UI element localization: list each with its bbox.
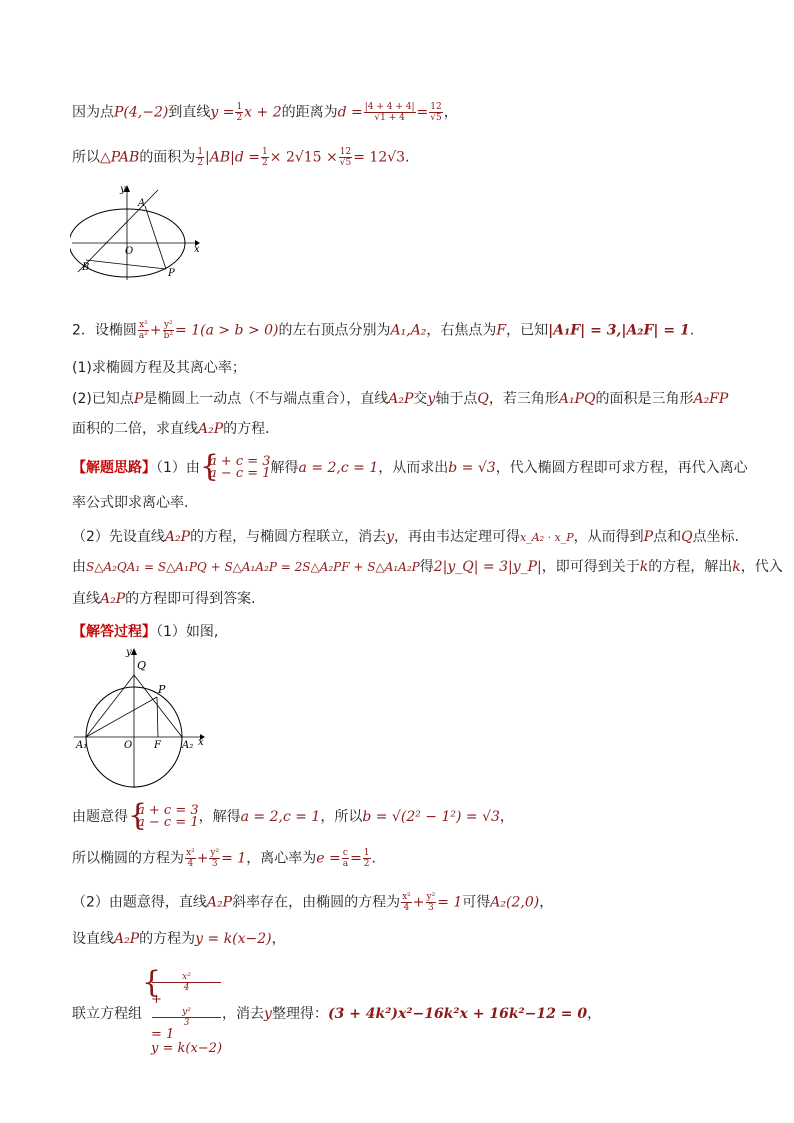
math: = [416, 104, 429, 121]
text: 的距离为 [281, 104, 338, 121]
text: . [405, 149, 410, 166]
label-p: P [168, 268, 175, 279]
fraction: $\frac{1}{2}$ [262, 147, 268, 168]
equation-system: { a + c = 3 a − c = 1 [128, 805, 199, 829]
idea-line-4: 由S△A₂QA₁ = S△A₁PQ + S△A₁A₂P = 2S△A₂PF + S△A₁A₂P得2|y_Q| = 3|y_P|，即可得到关于k的方程，解出k，代入 [72, 559, 783, 575]
sub-question-2: (2)已知点P是椭圆上一动点（不与端点重合），直线A₂P交y轴于点Q，若三角形A₁PQ的面积是三角形A₂FP [72, 391, 729, 407]
sub-question-1: (1)求椭圆方程及其离心率； [72, 360, 246, 376]
idea-tag: 【解题思路】 [72, 460, 156, 476]
label-p: P [158, 683, 166, 696]
label-f: F [154, 740, 161, 751]
idea-line-5: 直线A₂P的方程即可得到答案. [72, 591, 256, 607]
label-q: Q [137, 659, 147, 672]
equation-system: { x² 4 + y² 3 = 1 y = k(x−2) [142, 972, 222, 1056]
label-x: x [198, 737, 204, 748]
label-y: y [120, 184, 126, 195]
text: 所以 [72, 149, 100, 166]
label-y: y [126, 647, 132, 658]
fraction: $\frac{1}{2}$ [197, 147, 204, 168]
label-a2: A₂ [182, 740, 194, 751]
math: F [496, 322, 507, 339]
solution-line-5: 联立方程组 { x² 4 + y² 3 = 1 y = k(x−2) ，消去y整理得：(3 + 4k²)x²−16k²x + 16k²−12 = 0， [72, 972, 601, 1056]
math: x + 2 [244, 104, 282, 121]
equation-system: { a + c = 3 a − c = 1 [200, 456, 271, 480]
label-a1: A₁ [76, 740, 88, 751]
sub-question-2-cont: 面积的二倍，求直线A₂P的方程． [72, 421, 280, 437]
math: = 1(a > b > 0) [175, 322, 279, 339]
solution-header: 【解答过程】（1）如图, [72, 624, 219, 640]
label-o: O [124, 740, 133, 751]
label-a: A [138, 198, 146, 209]
question-2: 2．设椭圆 $\frac{\text{x²}}{\text{a²}}$ + $\frac{\text{y²}}{\text{b²}}$ = 1(a > b > 0)的左右顶点分别为A₁,A₂，右焦点为F，已知|A₁F| = 3,|A₂F| = 1. [72, 320, 695, 341]
math-point: P(4,−2) [114, 104, 169, 121]
math: = 12√3 [353, 149, 406, 166]
fraction: $\frac{|4 + 4 + 4|}{√1 + 4}$ [364, 102, 415, 123]
idea-line-2: 率公式即求离心率. [72, 495, 189, 511]
math: × 2√15 × [269, 149, 338, 166]
math: d = [337, 104, 363, 121]
label-o: O [125, 246, 134, 257]
fraction: $\frac{\text{x²}}{\text{a²}}$ [138, 320, 148, 341]
math: A₁,A₂ [390, 322, 427, 339]
ellipse-figure-1 [70, 180, 210, 285]
ellipse-figure-2 [72, 645, 212, 790]
solution-line-1: 由题意得 { a + c = 3 a − c = 1 ，解得a = 2,c = 1，所以b = √(2² − 1²) = √3， [72, 805, 514, 829]
text: . [689, 322, 695, 339]
solution-tag: 【解答过程】 [72, 624, 156, 640]
text: 的左右顶点分别为 [278, 322, 391, 339]
fraction: $\frac{1}{2}$ [236, 102, 243, 123]
distance-line [72, 102, 458, 123]
text: 到直线 [168, 104, 211, 121]
solution-line-4: 设直线A₂P的方程为y = k(x−2)， [72, 931, 286, 947]
solution-line-2: 所以椭圆的方程为 $\frac{\text{x²}}{4}$ + $\frac{\text{y²}}{3}$ = 1，离心率为e = $\frac{c}{a}$ = $\frac{1}{2}$ . [72, 848, 376, 869]
text: 因为点 [72, 104, 114, 121]
fraction: $\frac{12}{√5}$ [430, 102, 442, 123]
text: 2．设椭圆 [72, 322, 137, 339]
text: ， [443, 104, 458, 121]
math: y = [210, 104, 235, 121]
fraction: $\frac{\text{y²}}{\text{b²}}$ [163, 320, 174, 341]
solution-line-3: （2）由题意得，直线A₂P斜率存在，由椭圆的方程为 $\frac{\text{x²}}{4}$ + $\frac{\text{y²}}{3}$ = 1可得A₂(2,0)， [72, 892, 554, 913]
text: ，已知 [506, 322, 549, 339]
area-line [72, 147, 410, 168]
fraction: $\frac{12}{√5}$ [339, 147, 352, 168]
math: |A₁F| = 3,|A₂F| = 1 [548, 322, 690, 339]
idea-line-3: （2）先设直线A₂P的方程，与椭圆方程联立，消去y，再由韦达定理可得x_A₂ · x_P，从而得到P点和Q点坐标. [72, 529, 740, 545]
text: ，右焦点为 [426, 322, 497, 339]
label-x: x [194, 244, 200, 255]
math: |AB|d = [205, 149, 261, 166]
label-b: B [82, 262, 90, 273]
text: 的面积为 [139, 149, 196, 166]
idea-line-1: 【解题思路】（1）由 { a + c = 3 a − c = 1 解得a = 2,c = 1，从而求出b = √3，代入椭圆方程即可求方程，再代入离心 [72, 456, 748, 480]
math: △PAB [100, 149, 140, 166]
